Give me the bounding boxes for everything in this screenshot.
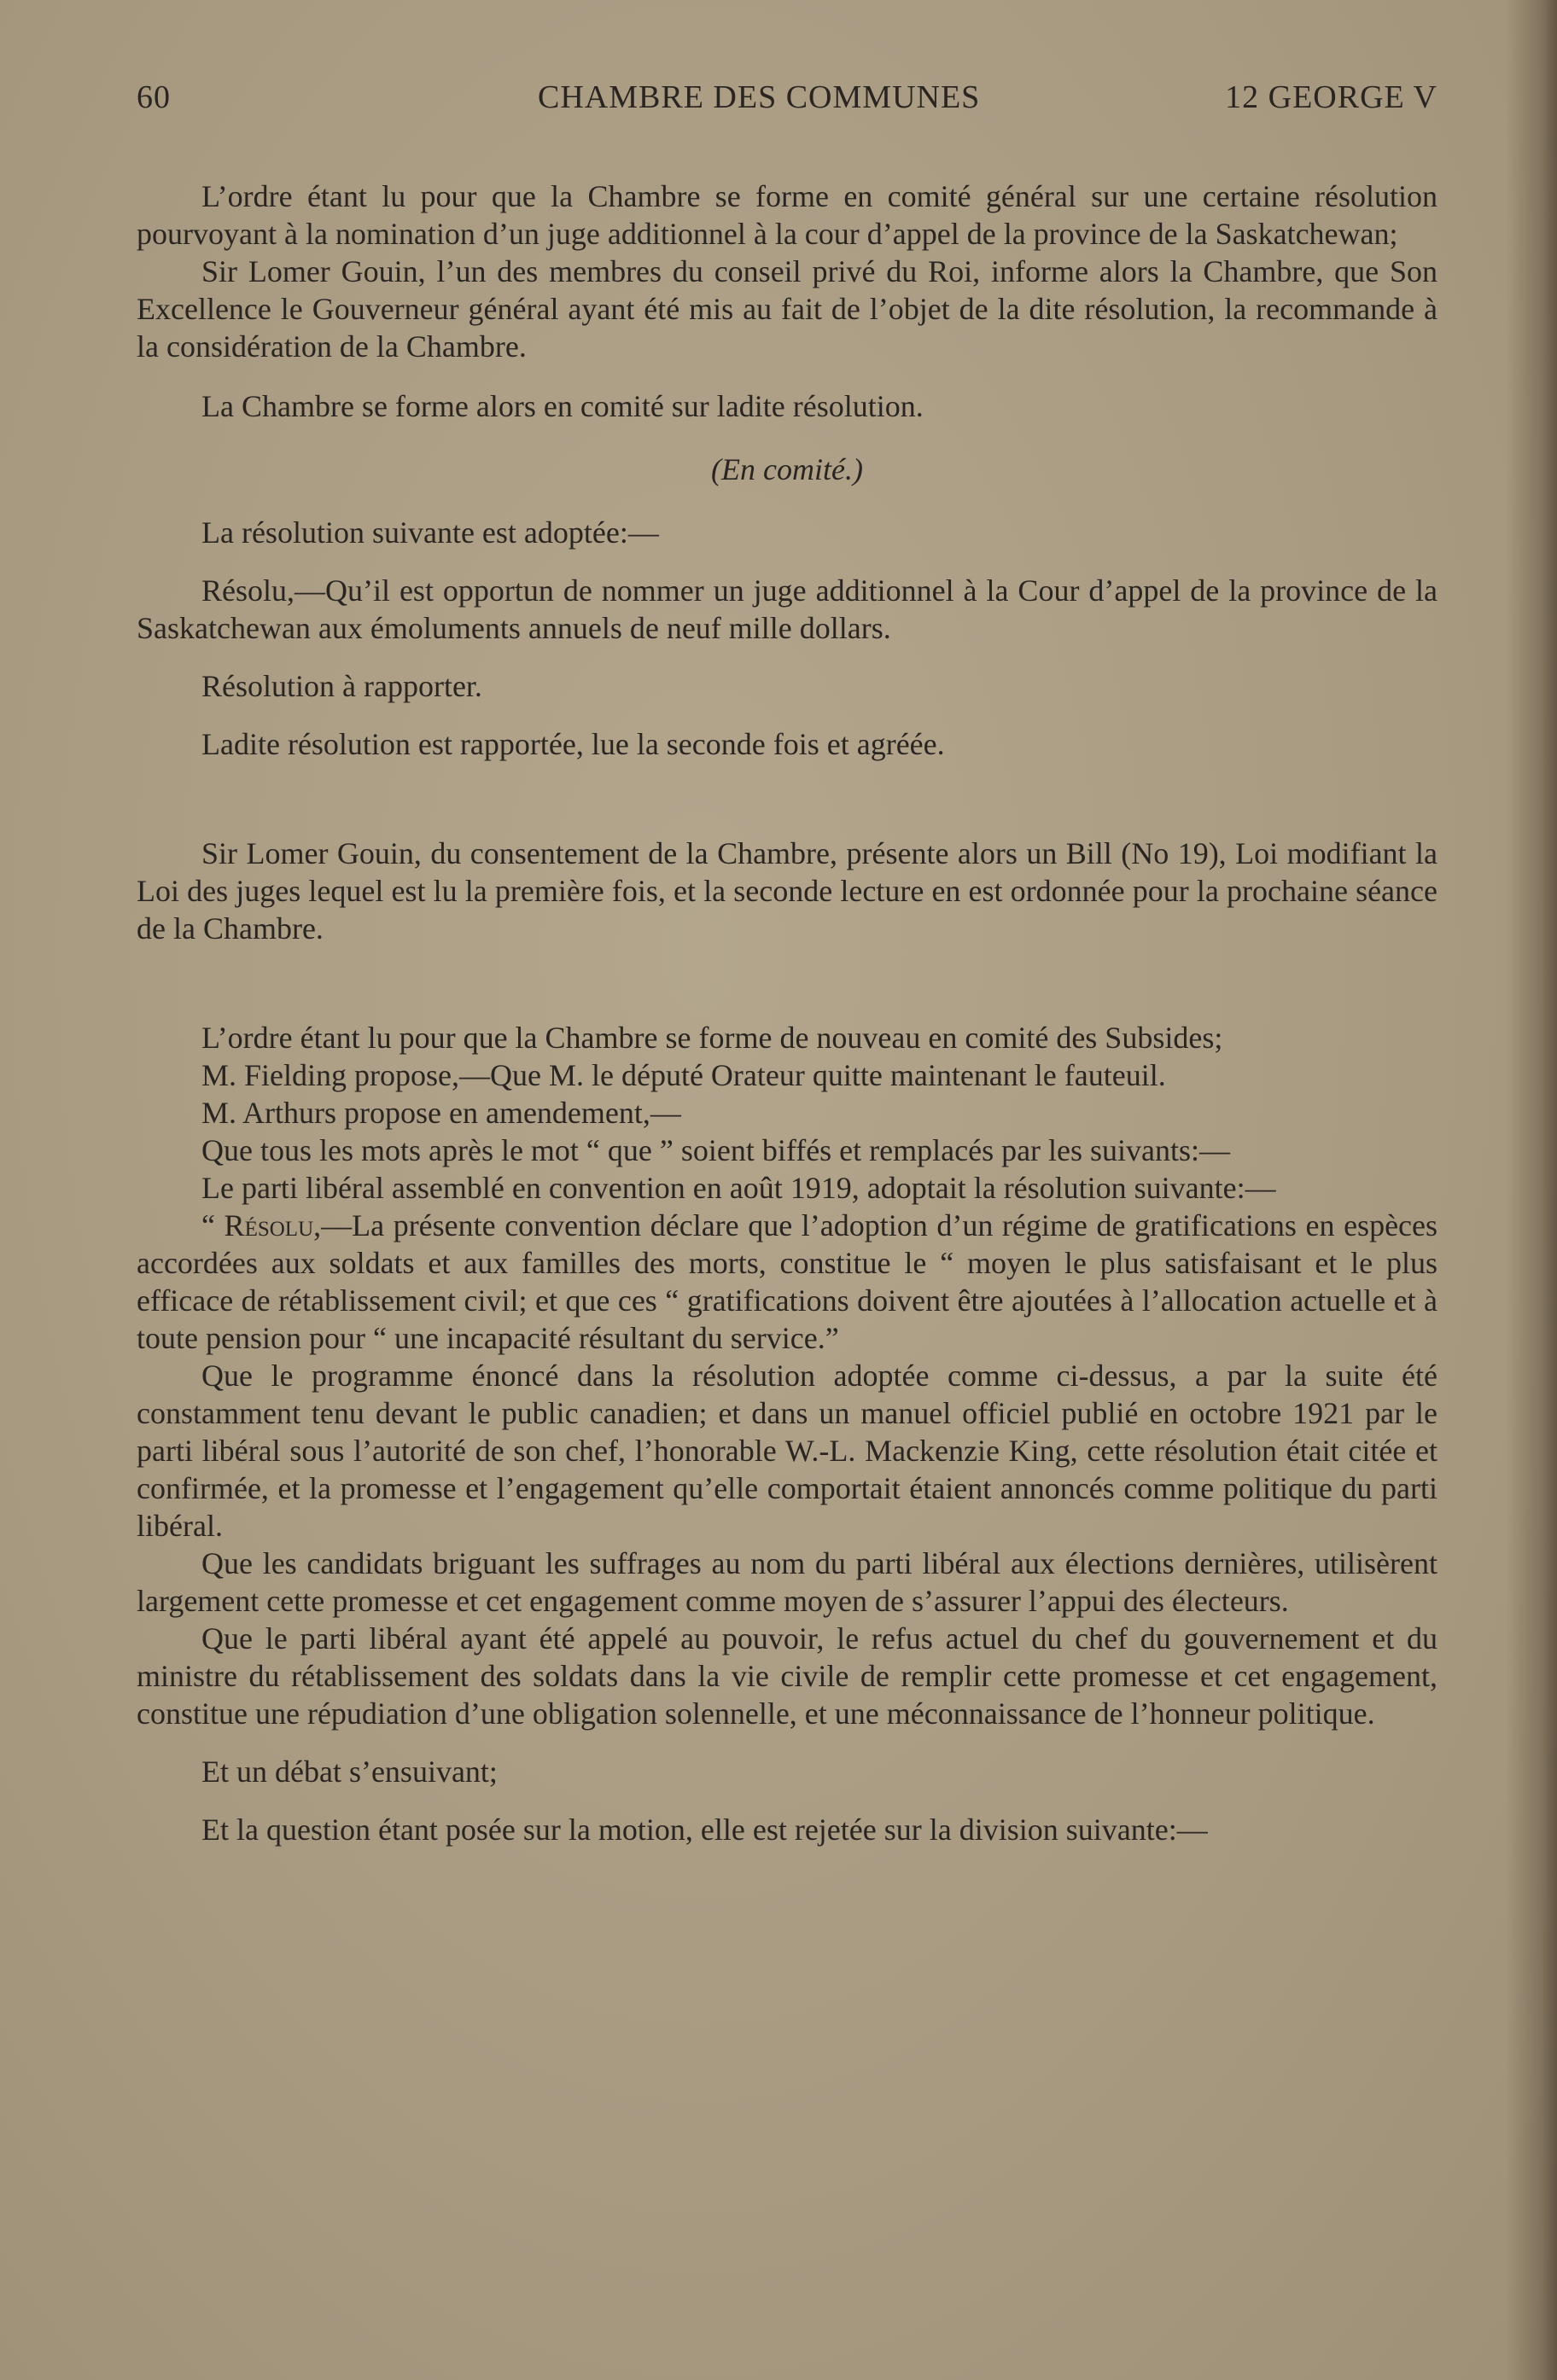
running-title: CHAMBRE DES COMMUNES (538, 79, 981, 115)
page-body (137, 177, 1437, 1848)
page-header (137, 79, 1437, 130)
paragraph-resolved: Résolu,—Qu’il est opportun de nommer un juge additionnel à la Cour d’appel de la province de la Saskatchewan aux émoluments annuels de neuf mille dollars. (137, 573, 1437, 645)
page-number: 60 (137, 79, 171, 115)
paragraph-reported: Ladite résolution est rapportée, lue la seconde fois et agréée. (201, 727, 945, 761)
quoted-resolution-text: ,—La présente convention déclare que l’adoption d’un régime de gratifications en espèces accordées aux soldats et aux familles des morts, constitue le “ moyen le plus satisfaisant et le plus efficace de rétablissement civil; et que ces “ gratifications doivent être ajoutées à l’allocation actuelle et à toute pension pour “ une incapacité résultant du service.” (137, 1208, 1438, 1355)
paragraph-question-rejected: Et la question étant posée sur la motion, elle est rejetée sur la division suivante:— (201, 1813, 1208, 1847)
paragraph-resolution-adopted: La résolution suivante est adoptée:— (201, 515, 659, 550)
paragraph-programme: Que le programme énoncé dans la résolution adoptée comme ci-dessus, a par la suite été constamment tenu devant le public canadien; et dans un manuel officiel publié en octobre 1921 par le parti libéral sous l’autorité de son chef, l’honorable W.-L. Mackenzie King, cette résolution était citée et confirmée, et la promesse et l’engagement qu’elle comportait étaient annoncés comme politique du parti libéral. (137, 1359, 1437, 1543)
paragraph-words-struck: Que tous les mots après le mot “ que ” soient biffés et remplacés par les suivants:— (201, 1133, 1231, 1167)
resolved-small-caps: “ Résolu (201, 1208, 314, 1242)
page-edge-shadow (1506, 0, 1557, 2380)
paragraph-recommendation: Sir Lomer Gouin, l’un des membres du conseil privé du Roi, informe alors la Chambre, que Son Excellence le Gouverneur général ayant été mis au fait de l’objet de la dite résolution, la recommande à la considération de la Chambre. (137, 254, 1437, 364)
paragraph-to-report: Résolution à rapporter. (201, 669, 482, 703)
paragraph-order-committee: L’ordre étant lu pour que la Chambre se forme en comité général sur une certaine résolution pourvoyant à la nomination d’un juge additionnel à la cour d’appel de la province de la Saskatchewan; (137, 179, 1437, 251)
paragraph-candidates: Que les candidats briguant les suffrages au nom du parti libéral aux élections dernières, utilisèrent largement cette promesse et cet engagement comme moyen de s’assurer l’appui des électeurs. (137, 1546, 1437, 1618)
paragraph-in-committee: (En comité.) (711, 452, 863, 486)
paragraph-fielding-motion: M. Fielding propose,—Que M. le député Orateur quitte maintenant le fauteuil. (201, 1058, 1166, 1092)
paragraph-repudiation: Que le parti libéral ayant été appelé au pouvoir, le refus actuel du chef du gouvernement et du ministre du rétablissement des soldats dans la vie civile de remplir cette promesse et cet engagement, constitue une répudiation d’une obligation solennelle, et une méconnaissance de l’honneur politique. (137, 1621, 1437, 1731)
paragraph-debate: Et un débat s’ensuivant; (201, 1754, 498, 1789)
paragraph-arthurs-amendment: M. Arthurs propose en amendement,— (201, 1096, 681, 1130)
paragraph-bill-19: Sir Lomer Gouin, du consentement de la Chambre, présente alors un Bill (No 19), Loi modifiant la Loi des juges lequel est lu la première fois, et la seconde lecture en est ordonnée pour la prochaine séance de la Chambre. (137, 836, 1437, 946)
paragraph-liberal-convention: Le parti libéral assemblé en convention en août 1919, adoptait la résolution suivante:— (201, 1171, 1276, 1205)
paragraph-quoted-resolution (137, 1207, 1437, 1357)
paragraph-house-forms-committee: La Chambre se forme alors en comité sur ladite résolution. (201, 389, 924, 423)
session-label: 12 GEORGE V (1225, 79, 1437, 115)
paragraph-order-supply: L’ordre étant lu pour que la Chambre se forme de nouveau en comité des Subsides; (201, 1021, 1223, 1055)
